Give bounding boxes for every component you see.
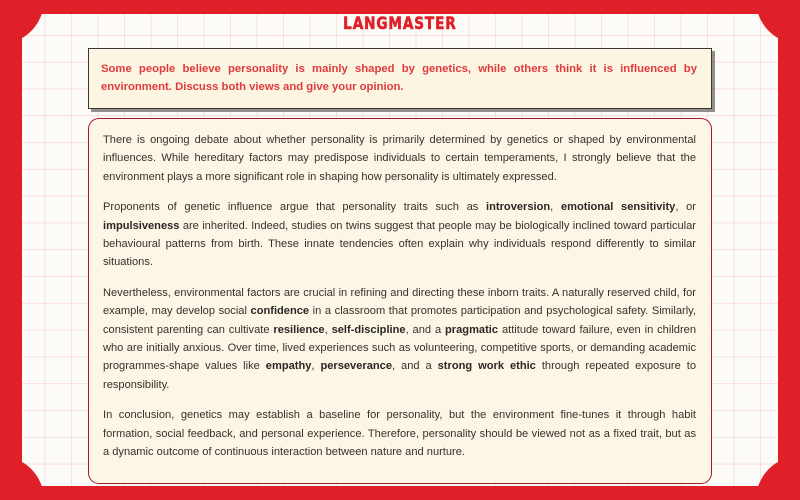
essay-prompt-text: Some people believe personality is mainly shaped by genetics, while others think it is influenced by environment. Discuss both views and give your opinion.: [101, 63, 697, 94]
keyword-highlight: introversion: [486, 201, 551, 214]
langmaster-logo: LANGMASTER: [343, 14, 457, 34]
keyword-highlight: perseverance: [320, 360, 392, 373]
keyword-highlight: impulsiveness: [103, 219, 180, 232]
keyword-highlight: self-discipline: [331, 323, 406, 336]
essay-paragraph-body-genetics: Proponents of genetic influence argue that personality traits such as introversion, emotional sensitivity, or impulsiveness are inherited. Indeed, studies on twins suggest that people may be biologically inclined toward particular behavioural patterns from birth. These innate tendencies often explain why individuals respond differently to similar situations.: [103, 201, 696, 269]
essay-paragraph-body-environment: Nevertheless, environmental factors are crucial in refining and directing these inborn traits. A naturally reserved child, for example, may develop social confidence in a classroom that promotes participation and psychological safety. Similarly, consistent parenting can cultivate resilience, self-discipline, and a pragmatic attitude toward failure, even in children who are initially anxious. Over time, lived experiences such as volunteering, competitive sports, or demanding academic programmes-shape values like empathy, perseverance, and a strong work ethic through repeated exposure to responsibility.: [103, 286, 696, 391]
keyword-highlight: strong work ethic: [437, 360, 536, 373]
essay-paragraph-list: [103, 131, 696, 462]
keyword-highlight: pragmatic: [445, 323, 499, 336]
essay-paragraph-conclusion: In conclusion, genetics may establish a baseline for personality, but the environment fine-tunes it through habit formation, social feedback, and personal experience. Therefore, personality should be viewed not as a fixed trait, but as a dynamic outcome of continuous interaction between nature and nurture.: [103, 409, 696, 459]
keyword-highlight: confidence: [250, 305, 310, 318]
keyword-highlight: empathy: [265, 360, 312, 373]
essay-paragraph-intro: There is ongoing debate about whether personality is primarily determined by genetics or shaped by environmental influences. While hereditary factors may predispose individuals to certain temperaments, I strongly believe that the environment plays a more significant role in shaping how personality is ultimately expressed.: [103, 134, 696, 183]
keyword-highlight: emotional sensitivity: [560, 201, 676, 214]
essay-prompt-box: [88, 48, 712, 109]
brand-header: [0, 16, 800, 34]
essay-answer-box: [88, 118, 712, 484]
keyword-highlight: resilience: [273, 323, 325, 336]
